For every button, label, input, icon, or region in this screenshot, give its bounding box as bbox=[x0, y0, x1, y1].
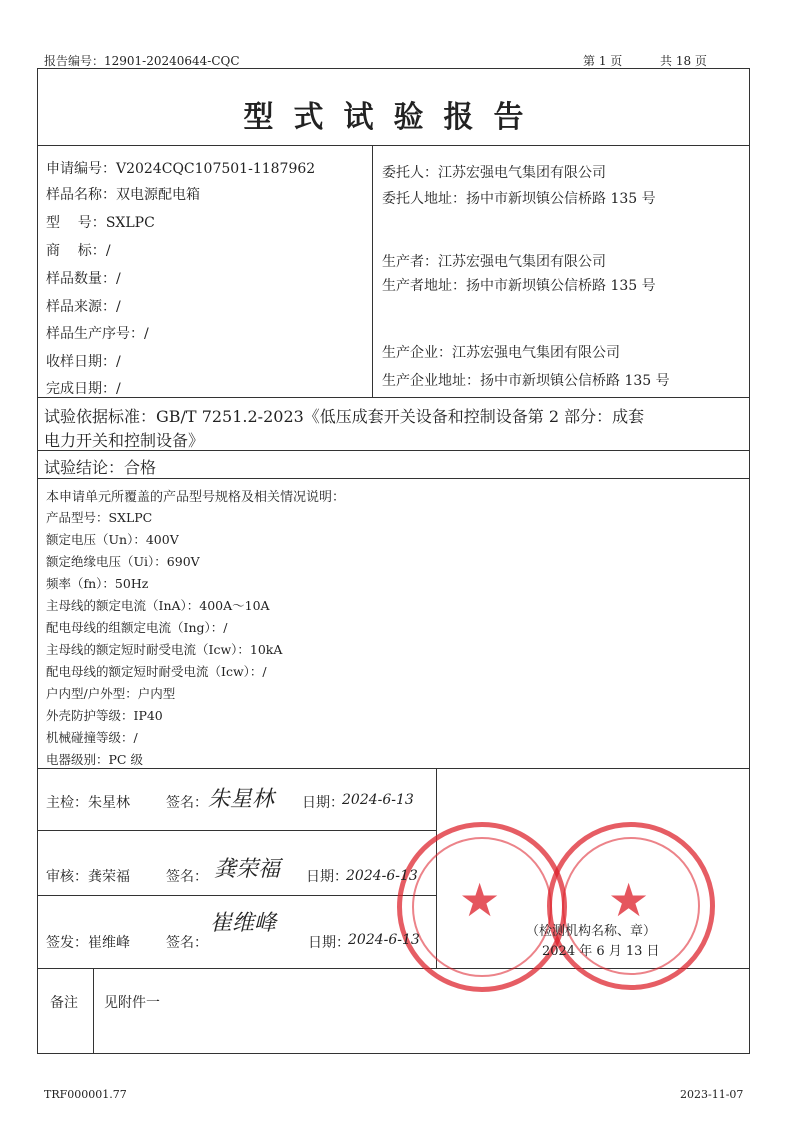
model: 型 号：SXLPC bbox=[46, 215, 155, 231]
chief-inspector: 主检：朱星林 bbox=[46, 795, 130, 811]
handwritten-date: 2024-6-13 bbox=[348, 932, 420, 948]
spec-line: 配电母线的额定短时耐受电流（Icw）：/ bbox=[46, 664, 267, 679]
handwritten-signature: 崔维峰 bbox=[210, 911, 277, 936]
divider bbox=[37, 397, 750, 398]
remarks-label: 备注 bbox=[50, 995, 78, 1011]
date-label: 日期： bbox=[302, 795, 344, 811]
page-total: 共 18 页 bbox=[660, 54, 707, 68]
reviewer: 审核：龚荣福 bbox=[46, 869, 130, 885]
divider bbox=[37, 145, 750, 146]
spec-line: 额定绝缘电压（Ui）：690V bbox=[46, 554, 200, 569]
approver: 签发：崔维峰 bbox=[46, 935, 130, 951]
divider bbox=[37, 830, 436, 831]
form-date: 2023-11-07 bbox=[680, 1088, 744, 1101]
enterprise-address: 生产企业地址：扬中市新坝镇公信桥路 135 号 bbox=[382, 373, 670, 389]
completion-date: 完成日期：/ bbox=[46, 381, 121, 397]
client: 委托人：江苏宏强电气集团有限公司 bbox=[382, 165, 606, 181]
sample-source: 样品来源：/ bbox=[46, 299, 121, 315]
test-standard-line2: 电力开关和控制设备》 bbox=[44, 431, 205, 450]
handwritten-signature: 龚荣福 bbox=[214, 857, 281, 882]
divider bbox=[37, 895, 436, 896]
specs-title: 本申请单元所覆盖的产品型号规格及相关情况说明： bbox=[46, 490, 346, 505]
date-label: 日期： bbox=[306, 869, 348, 885]
handwritten-date: 2024-6-13 bbox=[342, 792, 414, 808]
sign-label: 签名： bbox=[166, 795, 208, 811]
handwritten-signature: 朱星林 bbox=[208, 787, 275, 812]
remarks-value: 见附件一 bbox=[104, 995, 160, 1011]
star-icon: ★ bbox=[608, 873, 650, 927]
spec-line: 机械碰撞等级：/ bbox=[46, 730, 138, 745]
form-number: TRF000001.77 bbox=[44, 1088, 127, 1101]
page-number: 第 1 页 bbox=[583, 54, 623, 68]
application-number: 申请编号：V2024CQC107501-1187962 bbox=[46, 161, 316, 177]
divider bbox=[372, 145, 373, 397]
spec-line: 额定电压（Un）：400V bbox=[46, 532, 179, 547]
handwritten-date: 2024-6-13 bbox=[346, 868, 418, 884]
producer-address: 生产者地址：扬中市新坝镇公信桥路 135 号 bbox=[382, 278, 656, 294]
receipt-date: 收样日期：/ bbox=[46, 354, 121, 370]
test-standard-line1: 试验依据标准：GB/T 7251.2-2023《低压成套开关设备和控制设备第 2 部分：成套 bbox=[44, 407, 645, 426]
divider bbox=[37, 768, 750, 769]
divider bbox=[93, 968, 94, 1054]
sample-serial: 样品生产序号：/ bbox=[46, 326, 149, 342]
spec-line: 户内型/户外型：户内型 bbox=[46, 686, 176, 701]
sign-label: 签名： bbox=[166, 935, 208, 951]
spec-line: 主母线的额定电流（InA）：400A～10A bbox=[46, 598, 270, 613]
stamp-date: 2024 年 6 月 13 日 bbox=[542, 944, 660, 959]
spec-line: 产品型号：SXLPC bbox=[46, 510, 153, 525]
report-number: 报告编号：12901-20240644-CQC bbox=[44, 54, 240, 68]
sign-label: 签名： bbox=[166, 869, 208, 885]
spec-line: 主母线的额定短时耐受电流（Icw）：10kA bbox=[46, 642, 283, 657]
page-title: 型式试验报告 bbox=[243, 100, 544, 135]
inspection-seal-left bbox=[397, 822, 567, 992]
stamp-caption: （检测机构名称、章） bbox=[526, 924, 657, 939]
spec-line: 频率（fn）：50Hz bbox=[46, 576, 149, 591]
sample-quantity: 样品数量：/ bbox=[46, 271, 121, 287]
spec-line: 外壳防护等级：IP40 bbox=[46, 708, 163, 723]
enterprise: 生产企业：江苏宏强电气集团有限公司 bbox=[382, 345, 620, 361]
star-icon: ★ bbox=[459, 873, 501, 927]
sample-name: 样品名称：双电源配电箱 bbox=[46, 187, 200, 203]
date-label: 日期： bbox=[308, 935, 350, 951]
client-address: 委托人地址：扬中市新坝镇公信桥路 135 号 bbox=[382, 191, 656, 207]
spec-line: 电器级别：PC 级 bbox=[46, 752, 143, 767]
divider bbox=[37, 478, 750, 479]
producer: 生产者：江苏宏强电气集团有限公司 bbox=[382, 254, 606, 270]
test-conclusion: 试验结论：合格 bbox=[44, 458, 157, 477]
spec-line: 配电母线的组额定电流（Ing）：/ bbox=[46, 620, 228, 635]
inspection-seal-right bbox=[547, 822, 715, 990]
trademark: 商 标：/ bbox=[46, 243, 111, 259]
